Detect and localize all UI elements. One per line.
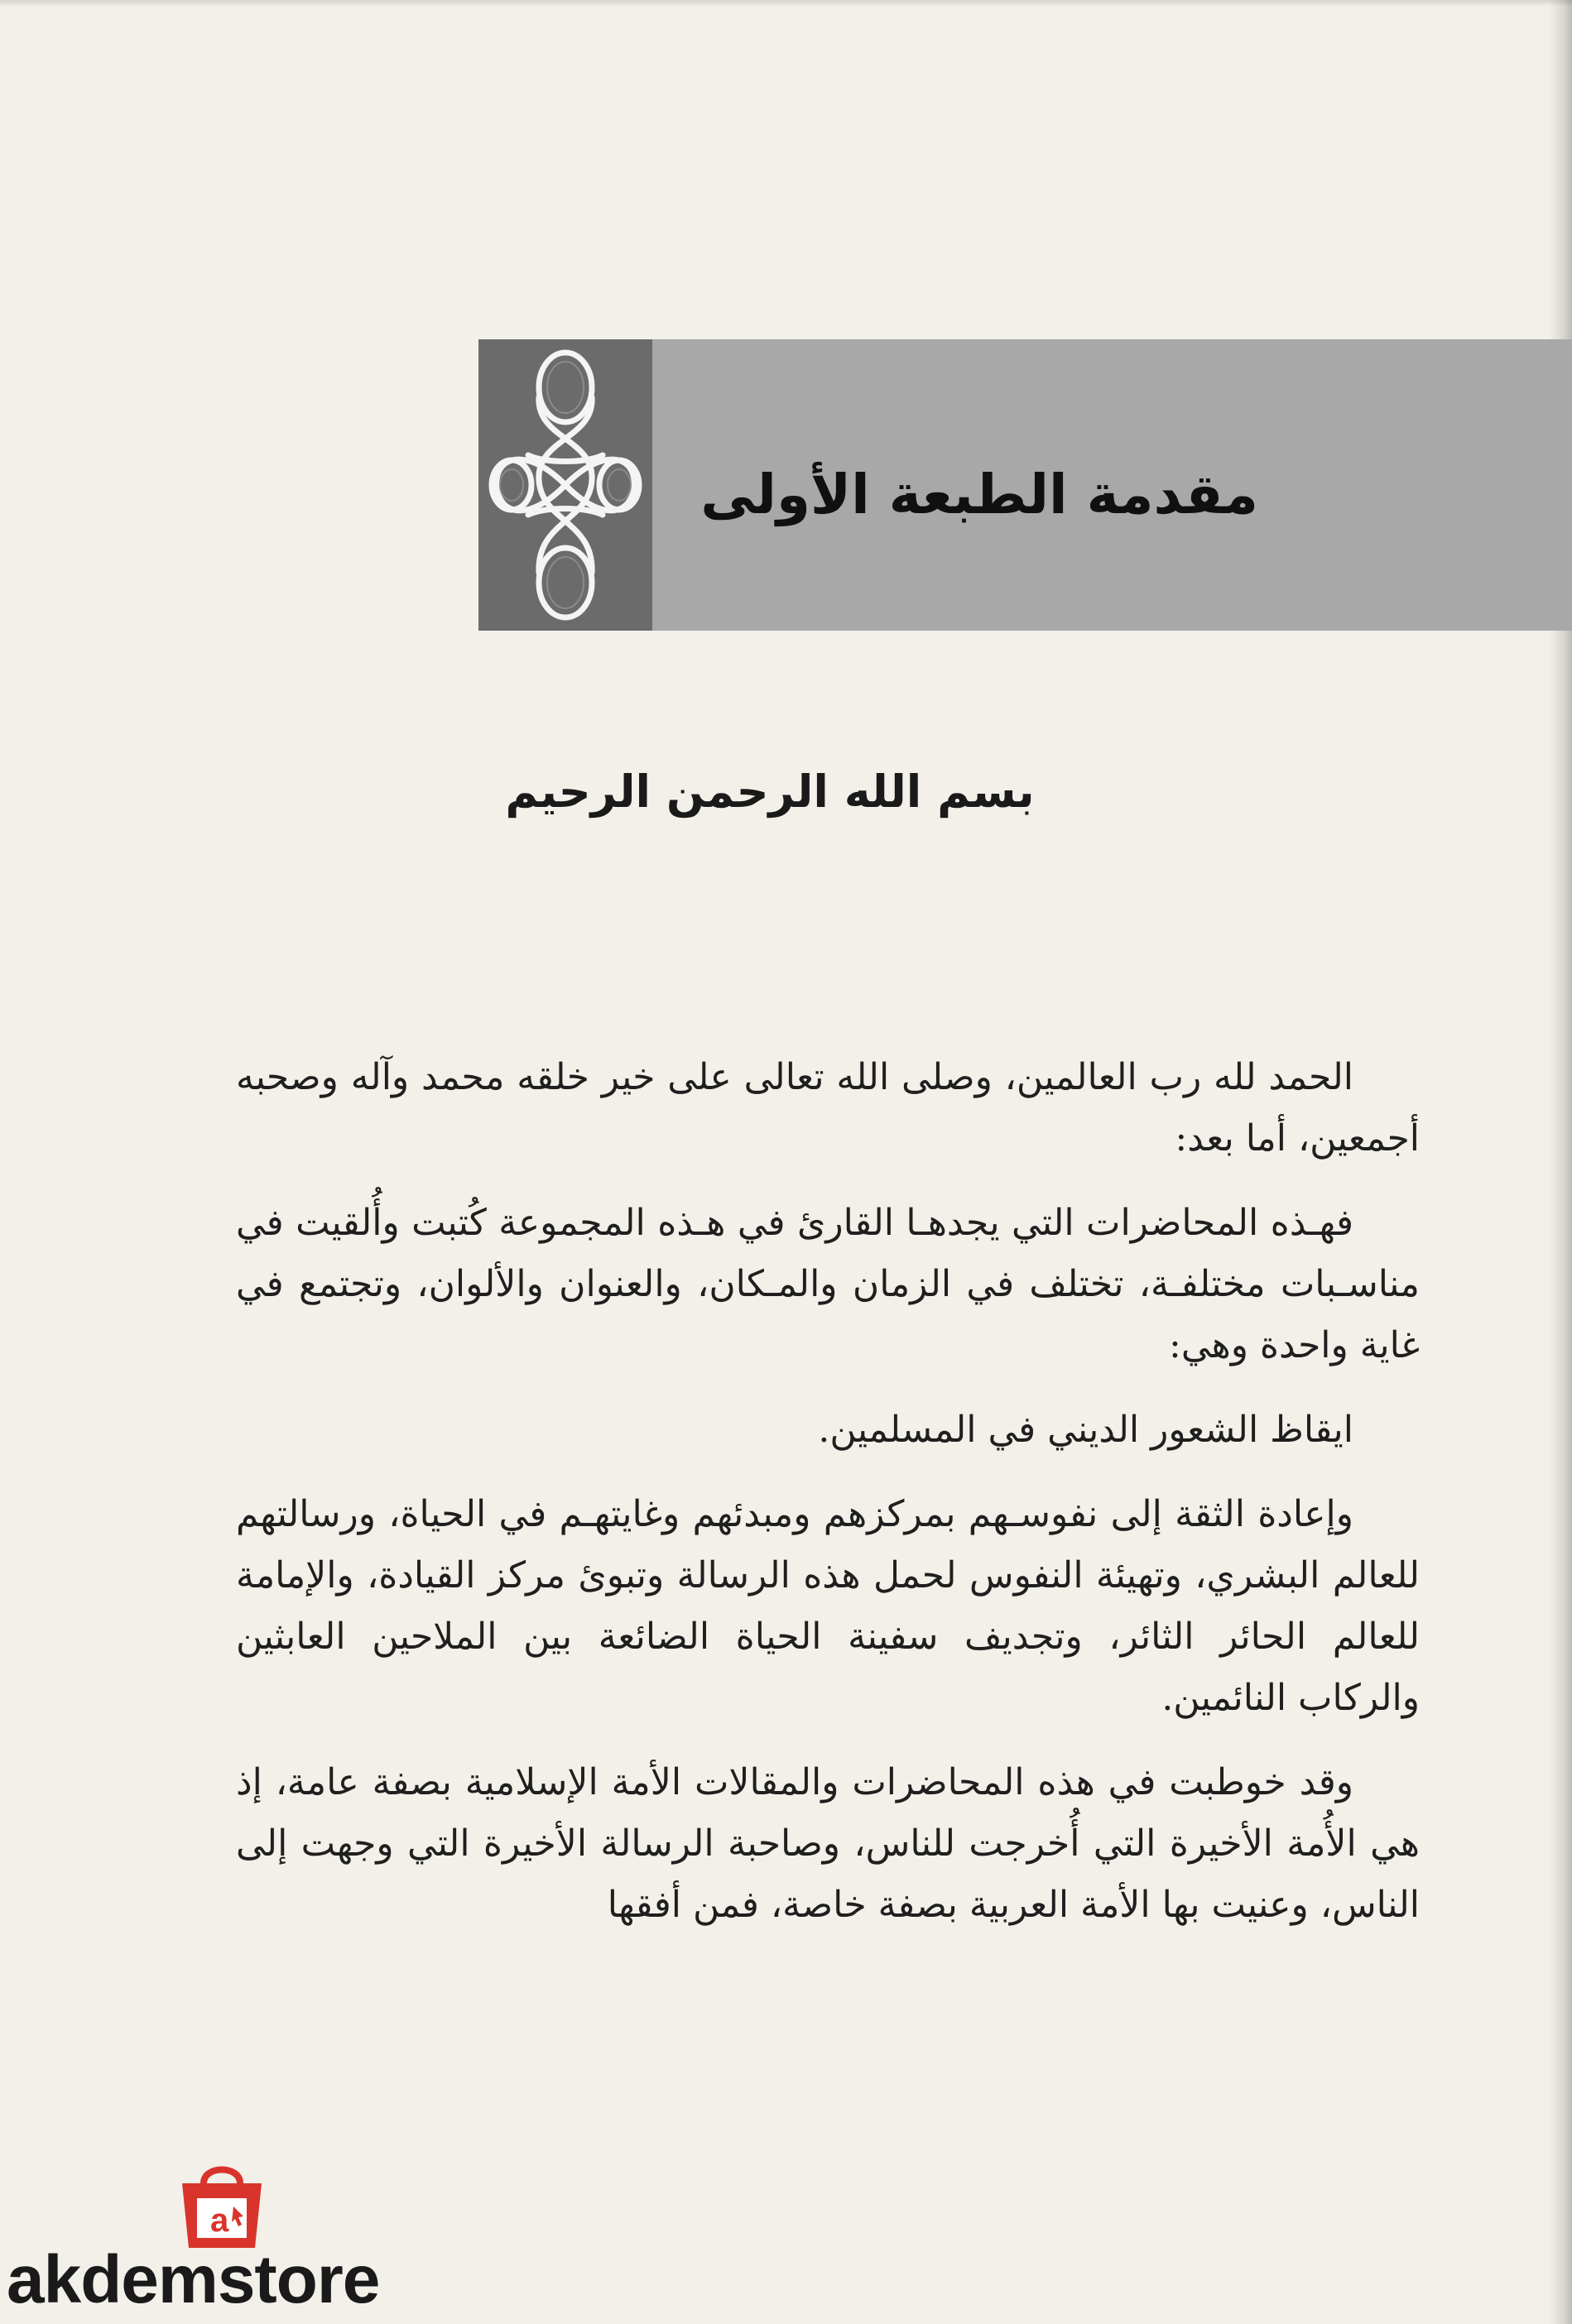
paragraph: ايقاظ الشعور الديني في المسلمين. [818, 1409, 1353, 1451]
shopping-bag-icon [172, 2158, 272, 2251]
basmala-heading: بسم الله الرحمن الرحيم [505, 766, 1035, 818]
ornament-panel [478, 339, 652, 631]
brand-text: akdemstore [7, 2242, 380, 2317]
page-top-edge [0, 0, 1572, 7]
knot-ornament-icon [478, 339, 652, 631]
store-watermark [7, 2158, 470, 2317]
chapter-title: مقدمة الطبعة الأولى [700, 463, 1258, 526]
svg-text:a: a [210, 2202, 229, 2239]
paragraph: الحمد لله رب العالمين، وصلى الله تعالى على خير خلقه محمد وآله وصحبه أجمعين، أما بعد: [236, 1056, 1420, 1160]
paragraph: وإعادة الثقة إلى نفوسـهم بمركزهم ومبدئهم وغايتهـم في الحياة، ورسالتهم للعالم البشري، وتهيئة النفوس لحمل هذه الرسالة وتبوئ مركز القيادة، والإمامة للعالم الحائر الثائر، وتجديف سفينة الحياة الضائعة بين الملاحين العابثين والركاب النائمين. [236, 1493, 1420, 1719]
paragraph: فهـذه المحاضرات التي يجدهـا القارئ في هـذه المجموعة كُتبت وأُلقيت في مناسـبات مختلفـة، تختلف في الزمان والمـكان، والعنوان والألوان، وتجتمع في غاية واحدة وهي: [236, 1202, 1420, 1366]
paragraph: وقد خوطبت في هذه المحاضرات والمقالات الأمة الإسلامية بصفة عامة، إذ هي الأُمة الأخيرة التي أُخرجت للناس، وصاحبة الرسالة الأخيرة التي وجهت إلى الناس، وعنيت بها الأمة العربية بصفة خاصة، فمن أفقها [236, 1761, 1420, 1926]
body-text [236, 1047, 1420, 1959]
